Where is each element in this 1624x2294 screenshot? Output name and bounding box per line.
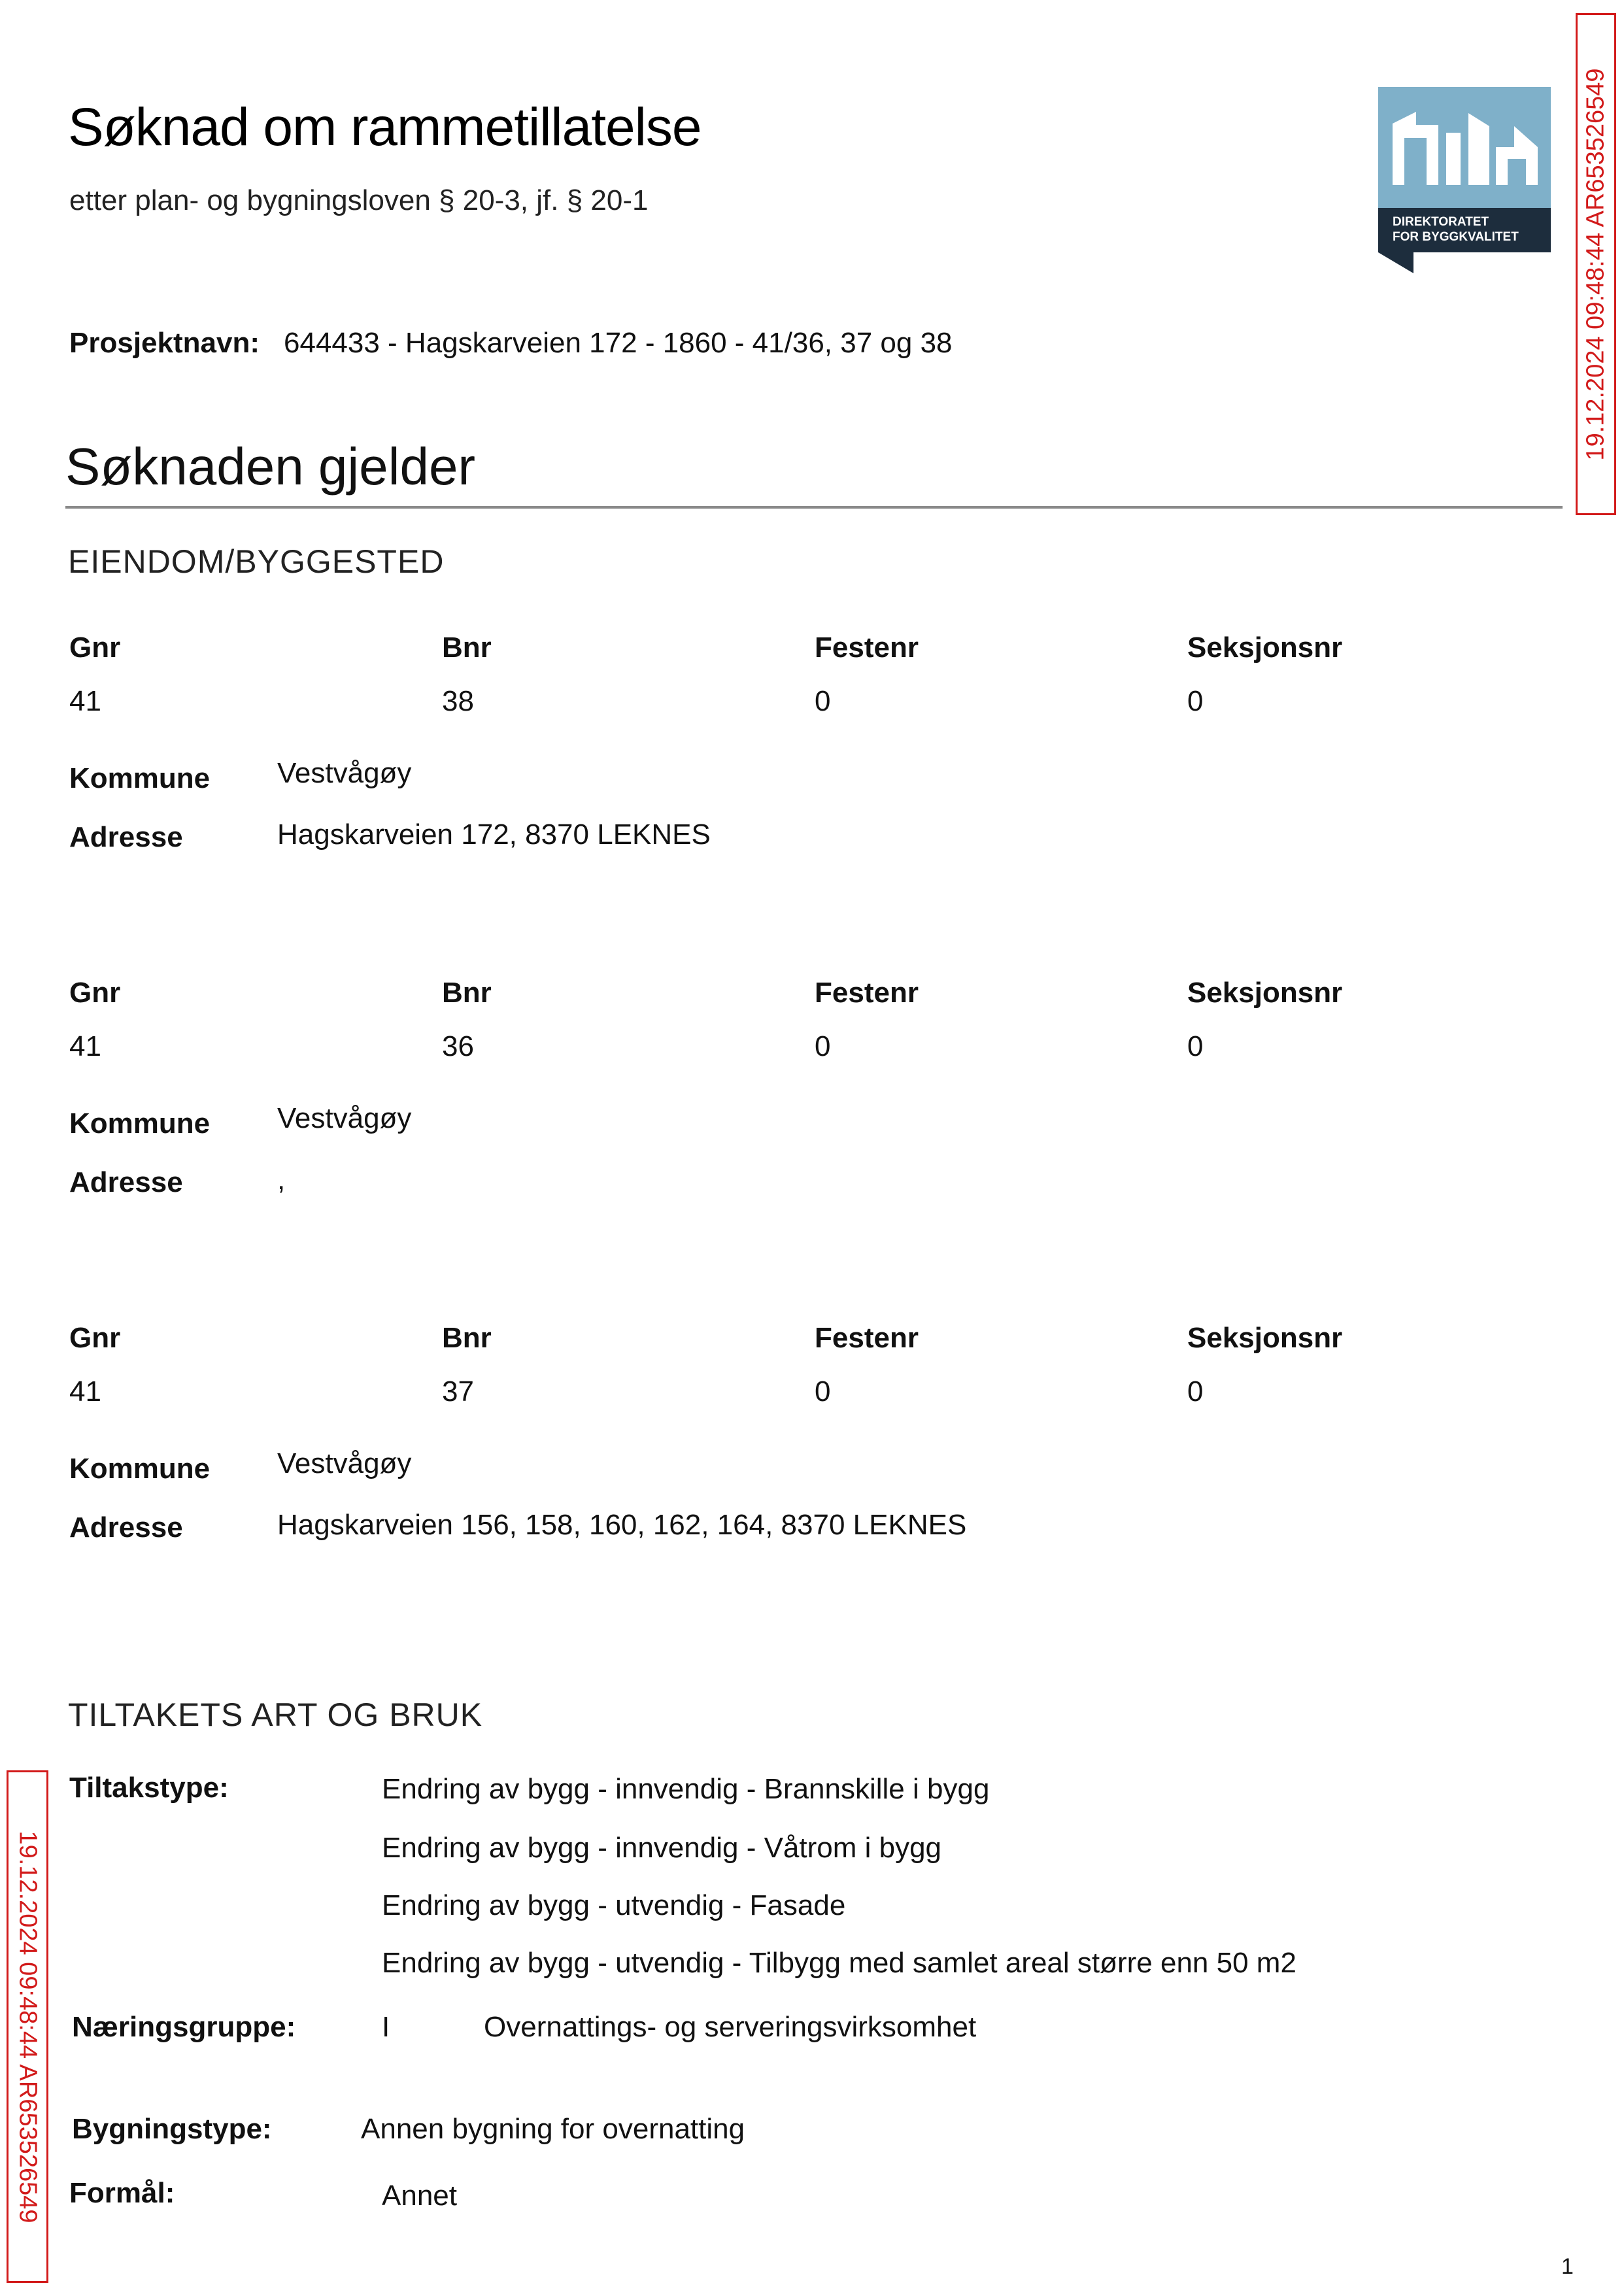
bnr-value: 37 bbox=[442, 1375, 474, 1408]
page-subtitle: etter plan- og bygningsloven § 20-3, jf. § 20-1 bbox=[69, 184, 649, 216]
bnr-value: 36 bbox=[442, 1030, 474, 1062]
logo-text-line2: FOR BYGGKVALITET bbox=[1393, 230, 1519, 244]
seksjonsnr-value: 0 bbox=[1187, 1375, 1204, 1408]
kommune-value: Vestvågøy bbox=[277, 1447, 412, 1479]
bnr-label: Bnr bbox=[442, 1322, 492, 1354]
tiltak-section-heading: TILTAKETS ART OG BRUK bbox=[68, 1696, 483, 1733]
festenr-label: Festenr bbox=[815, 977, 919, 1009]
kommune-label: Kommune bbox=[69, 1453, 211, 1485]
timestamp-stamp-top bbox=[1576, 13, 1616, 515]
adresse-value: , bbox=[277, 1164, 286, 1196]
dibk-logo-graphic bbox=[1378, 87, 1551, 273]
adresse-label: Adresse bbox=[69, 1166, 183, 1198]
bnr-label: Bnr bbox=[442, 977, 492, 1009]
formal-label: Formål: bbox=[69, 2177, 175, 2209]
timestamp-stamp-top-text: 19.12.2024 09:48:44 AR653526549 bbox=[1582, 67, 1610, 461]
festenr-value: 0 bbox=[815, 685, 831, 717]
tiltakstype-item: Endring av bygg - utvendig - Fasade bbox=[382, 1889, 846, 1921]
bnr-label: Bnr bbox=[442, 632, 492, 664]
formal-value: Annet bbox=[382, 2180, 457, 2212]
logo-text-line1: DIREKTORATET bbox=[1393, 215, 1489, 229]
adresse-label: Adresse bbox=[69, 821, 183, 853]
page-number: 1 bbox=[1561, 2254, 1574, 2279]
naeringsgruppe-label: Næringsgruppe: bbox=[72, 2011, 296, 2043]
adresse-value: Hagskarveien 156, 158, 160, 162, 164, 8370 LEKNES bbox=[277, 1509, 967, 1541]
adresse-label: Adresse bbox=[69, 1511, 183, 1543]
festenr-label: Festenr bbox=[815, 1322, 919, 1354]
gnr-label: Gnr bbox=[69, 977, 121, 1009]
kommune-value: Vestvågøy bbox=[277, 757, 412, 789]
gnr-value: 41 bbox=[69, 1375, 101, 1408]
tiltakstype-item: Endring av bygg - innvendig - Våtrom i bygg bbox=[382, 1832, 942, 1864]
festenr-label: Festenr bbox=[815, 632, 919, 664]
festenr-value: 0 bbox=[815, 1375, 831, 1408]
festenr-value: 0 bbox=[815, 1030, 831, 1062]
timestamp-stamp-side bbox=[7, 1770, 48, 2283]
tiltakstype-item: Endring av bygg - utvendig - Tilbygg med samlet areal større enn 50 m2 bbox=[382, 1947, 1296, 1979]
naeringsgruppe-text: Overnattings- og serveringsvirksomhet bbox=[484, 2011, 977, 2043]
kommune-value: Vestvågøy bbox=[277, 1102, 412, 1134]
section-divider bbox=[65, 506, 1563, 509]
project-value: 644433 - Hagskarveien 172 - 1860 - 41/36, 37 og 38 bbox=[284, 327, 953, 359]
seksjonsnr-value: 0 bbox=[1187, 685, 1204, 717]
property-section-heading: EIENDOM/BYGGESTED bbox=[68, 543, 445, 580]
page-title: Søknad om rammetillatelse bbox=[68, 97, 702, 157]
dibk-logo bbox=[1378, 87, 1551, 273]
tiltakstype-item: Endring av bygg - innvendig - Brannskille i bygg bbox=[382, 1773, 990, 1805]
seksjonsnr-label: Seksjonsnr bbox=[1187, 632, 1343, 664]
tiltakstype-label: Tiltakstype: bbox=[69, 1772, 229, 1804]
gnr-value: 41 bbox=[69, 685, 101, 717]
timestamp-stamp-side-text: 19.12.2024 09:48:44 AR653526549 bbox=[14, 1830, 42, 2223]
gnr-label: Gnr bbox=[69, 1322, 121, 1354]
kommune-label: Kommune bbox=[69, 762, 211, 794]
gnr-label: Gnr bbox=[69, 632, 121, 664]
section-title: Søknaden gjelder bbox=[65, 437, 476, 496]
seksjonsnr-label: Seksjonsnr bbox=[1187, 977, 1343, 1009]
seksjonsnr-label: Seksjonsnr bbox=[1187, 1322, 1343, 1354]
seksjonsnr-value: 0 bbox=[1187, 1030, 1204, 1062]
bnr-value: 38 bbox=[442, 685, 474, 717]
bygningstype-value: Annen bygning for overnatting bbox=[361, 2113, 745, 2145]
project-label: Prosjektnavn: bbox=[69, 327, 260, 359]
gnr-value: 41 bbox=[69, 1030, 101, 1062]
bygningstype-label: Bygningstype: bbox=[72, 2113, 272, 2145]
kommune-label: Kommune bbox=[69, 1107, 211, 1139]
naeringsgruppe-code: I bbox=[382, 2011, 390, 2043]
adresse-value: Hagskarveien 172, 8370 LEKNES bbox=[277, 818, 711, 851]
